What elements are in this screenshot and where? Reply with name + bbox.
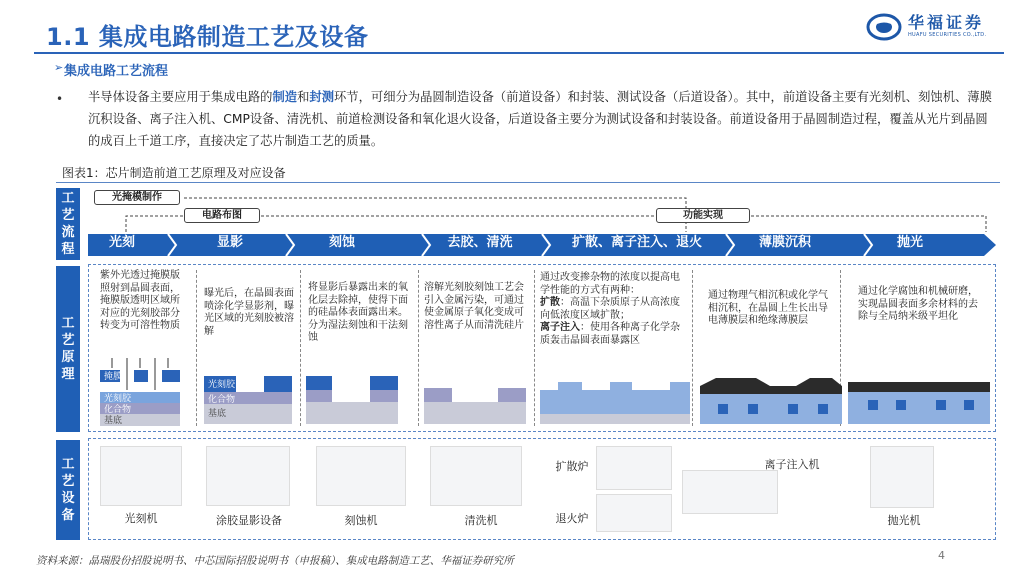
- polisher-image: [870, 446, 934, 508]
- diagram-thin-film: [700, 378, 842, 424]
- page-title: 1.1 集成电路制造工艺及设备: [46, 23, 369, 51]
- layer-label-compound-2: 化合物: [208, 395, 236, 405]
- diagram-polish: [848, 382, 990, 424]
- section-label-equipment: 工 艺 设 备: [56, 440, 80, 540]
- principle-thin-film: 通过物理气相沉积或化学气相沉积，在晶圆上生长出导电薄膜层和绝缘薄膜层: [708, 290, 828, 326]
- lithography-machine-image: [100, 446, 182, 506]
- section-label-flow: 工 艺 流 程: [56, 188, 80, 260]
- bullet-icon: •: [56, 92, 64, 106]
- flow-tag-function: 功能实现: [656, 208, 750, 223]
- principle-polish: 通过化学腐蚀和机械研磨，实现晶圆表面多余材料的去除与全局纳米级平坦化: [858, 286, 978, 322]
- equipment-label-diffusion: 扩散炉: [555, 460, 589, 473]
- layer-label-substrate-2: 基底: [208, 409, 227, 419]
- company-logo: [866, 10, 996, 46]
- diagram-etching: [306, 376, 398, 424]
- ion-implanter-image: [682, 470, 778, 514]
- flow-tag-mask: 光掩模制作: [94, 190, 180, 205]
- page-number: 4: [938, 549, 945, 562]
- equipment-label-anneal: 退火炉: [555, 512, 589, 525]
- layer-label-mask: 掩膜: [104, 372, 123, 382]
- equipment-label-lithography: 光刻机: [124, 512, 158, 525]
- equipment-label-coater: 涂胶显影设备: [216, 514, 282, 527]
- step-development: 显影: [216, 235, 243, 250]
- flow-tag-layout: 电路布图: [184, 208, 260, 223]
- logo-english-name: HUAFU SECURITIES CO.,LTD.: [908, 32, 987, 38]
- logo-icon: [866, 12, 902, 42]
- equipment-label-ion-implanter: 离子注入机: [764, 458, 820, 471]
- principle-lithography: 紫外光透过掩膜版照射到晶圆表面，掩膜版透明区域所对应的光刻胶部分转变为可溶性物质: [100, 270, 180, 331]
- etcher-image: [316, 446, 406, 506]
- principle-development: 曝光后，在晶圆表面喷涂化学显影剂，曝光区域的光刻胶被溶解: [204, 288, 294, 337]
- step-thin-film: 薄膜沉积: [758, 235, 811, 250]
- layer-label-resist: 光刻胶: [104, 394, 132, 404]
- diagram-clean: [424, 388, 526, 424]
- layer-label-resist-2: 光刻胶: [208, 380, 236, 390]
- step-strip-clean: 去胶、清洗: [447, 235, 513, 250]
- diagram-diffusion: [540, 382, 690, 424]
- step-polish: 抛光: [896, 235, 923, 250]
- title-divider: [34, 52, 1004, 54]
- figure-divider: [56, 182, 1000, 183]
- step-etching: 刻蚀: [328, 235, 355, 250]
- equipment-label-etcher: 刻蚀机: [344, 514, 378, 527]
- section-subheading: 集成电路工艺流程: [64, 64, 169, 79]
- source-note: 资料来源：晶瑞股份招股说明书、中芯国际招股说明书（申报稿）、集成电路制造工艺、华福证券研究所: [36, 555, 514, 567]
- layer-label-substrate: 基底: [104, 416, 123, 426]
- coater-developer-image: [206, 446, 290, 506]
- logo-name: 华福证券: [908, 13, 985, 32]
- section-label-principle: 工 艺 原 理: [56, 266, 80, 432]
- equipment-label-cleaner: 清洗机: [464, 514, 498, 527]
- step-diffusion-implant-anneal: 扩散、离子注入、退火: [571, 235, 702, 250]
- anneal-furnace-image: [596, 494, 672, 532]
- principle-diffusion: 通过改变掺杂物的浓度以提高电学性能的方式有两种： 扩散：高温下杂质原子从高浓度向低浓度区域扩散； 离子注入：使用各种离子化学杂质轰击晶圆表面暴露区: [540, 272, 680, 346]
- equipment-label-polisher: 抛光机: [887, 514, 921, 527]
- highlight-packaging: 封测: [309, 90, 334, 104]
- highlight-manufacturing: 制造: [272, 90, 298, 104]
- layer-label-compound: 化合物: [104, 405, 132, 415]
- principle-clean: 溶解光刻胶刻蚀工艺会引入金属污染，可通过使金属原子氧化变成可溶性离子从而清洗硅片: [424, 282, 524, 331]
- arrow-bullet-icon: ➢: [54, 61, 64, 74]
- step-lithography: 光刻: [108, 235, 135, 250]
- diffusion-furnace-image: [596, 446, 672, 490]
- cleaner-image: [430, 446, 522, 506]
- body-paragraph: 半导体设备主要应用于集成电路的制造和封测环节，可细分为晶圆制造设备（前道设备）和封装、测试设备（后道设备）。其中，前道设备主要有光刻机、刻蚀机、薄膜沉积设备、离子注入机、CMP设备、清洗机、前道检测设备和氧化退火设备，后道设备主要分为测试设备和封装设备。前道设备用于晶圆制造过程，覆盖从光片到晶圆的成百上千道工序，直接决定了芯片制造工艺的质量。: [88, 90, 992, 148]
- principle-etching: 将显影后暴露出来的氧化层去除掉，使得下面的硅晶体表面露出来。分为湿法刻蚀和干法刻蚀: [308, 282, 408, 343]
- figure-title: 图表1：芯片制造前道工艺原理及对应设备: [62, 166, 286, 180]
